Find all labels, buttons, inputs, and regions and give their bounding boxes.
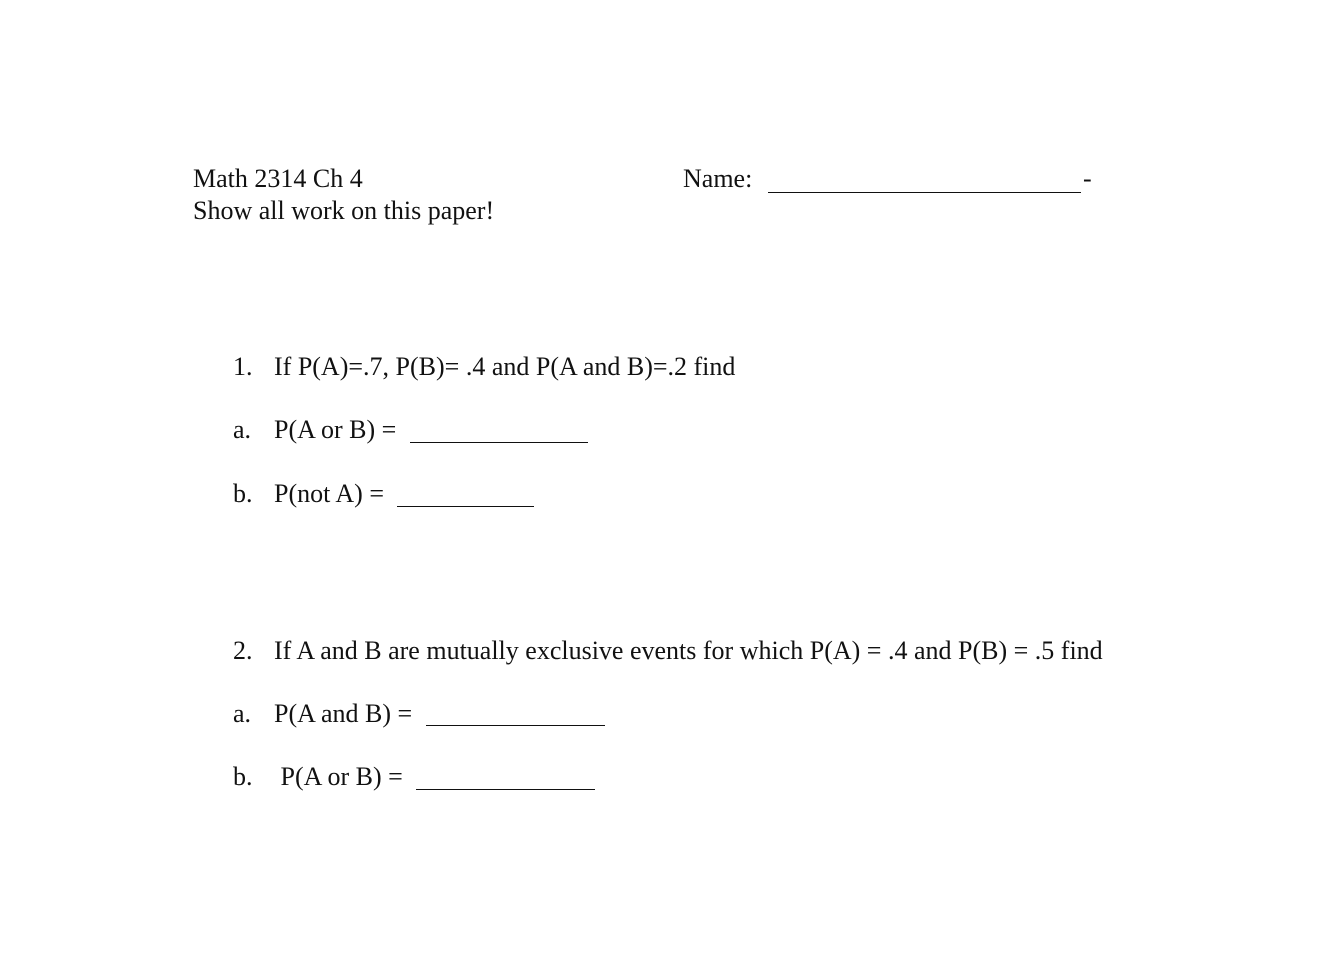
- question-2-prompt: If A and B are mutually exclusive events for which P(A) = .4 and P(B) = .5 find: [274, 636, 1103, 665]
- question-1b-letter: b.: [233, 479, 253, 508]
- question-1a-letter: a.: [233, 415, 252, 444]
- question-2b-text: P(A or B) =: [274, 762, 403, 791]
- question-1a-answer-line[interactable]: [410, 442, 588, 443]
- name-label: Name:: [683, 164, 753, 193]
- question-2b-letter: b.: [233, 762, 253, 791]
- question-1b-answer-line[interactable]: [397, 506, 534, 507]
- question-2a-letter: a.: [233, 699, 252, 728]
- question-2a-text: P(A and B) =: [274, 699, 413, 728]
- question-1-number: 1.: [233, 352, 253, 381]
- course-title: Math 2314 Ch 4: [193, 164, 363, 193]
- question-1a-text: P(A or B) =: [274, 415, 397, 444]
- name-trailing-dash: -: [1083, 164, 1092, 193]
- question-2b-answer-line[interactable]: [416, 789, 595, 790]
- question-1b-text: P(not A) =: [274, 479, 385, 508]
- question-1-prompt: If P(A)=.7, P(B)= .4 and P(A and B)=.2 find: [274, 352, 736, 381]
- instruction-text: Show all work on this paper!: [193, 196, 495, 225]
- question-2a-answer-line[interactable]: [426, 725, 605, 726]
- name-answer-line[interactable]: [768, 192, 1081, 193]
- question-2-number: 2.: [233, 636, 253, 665]
